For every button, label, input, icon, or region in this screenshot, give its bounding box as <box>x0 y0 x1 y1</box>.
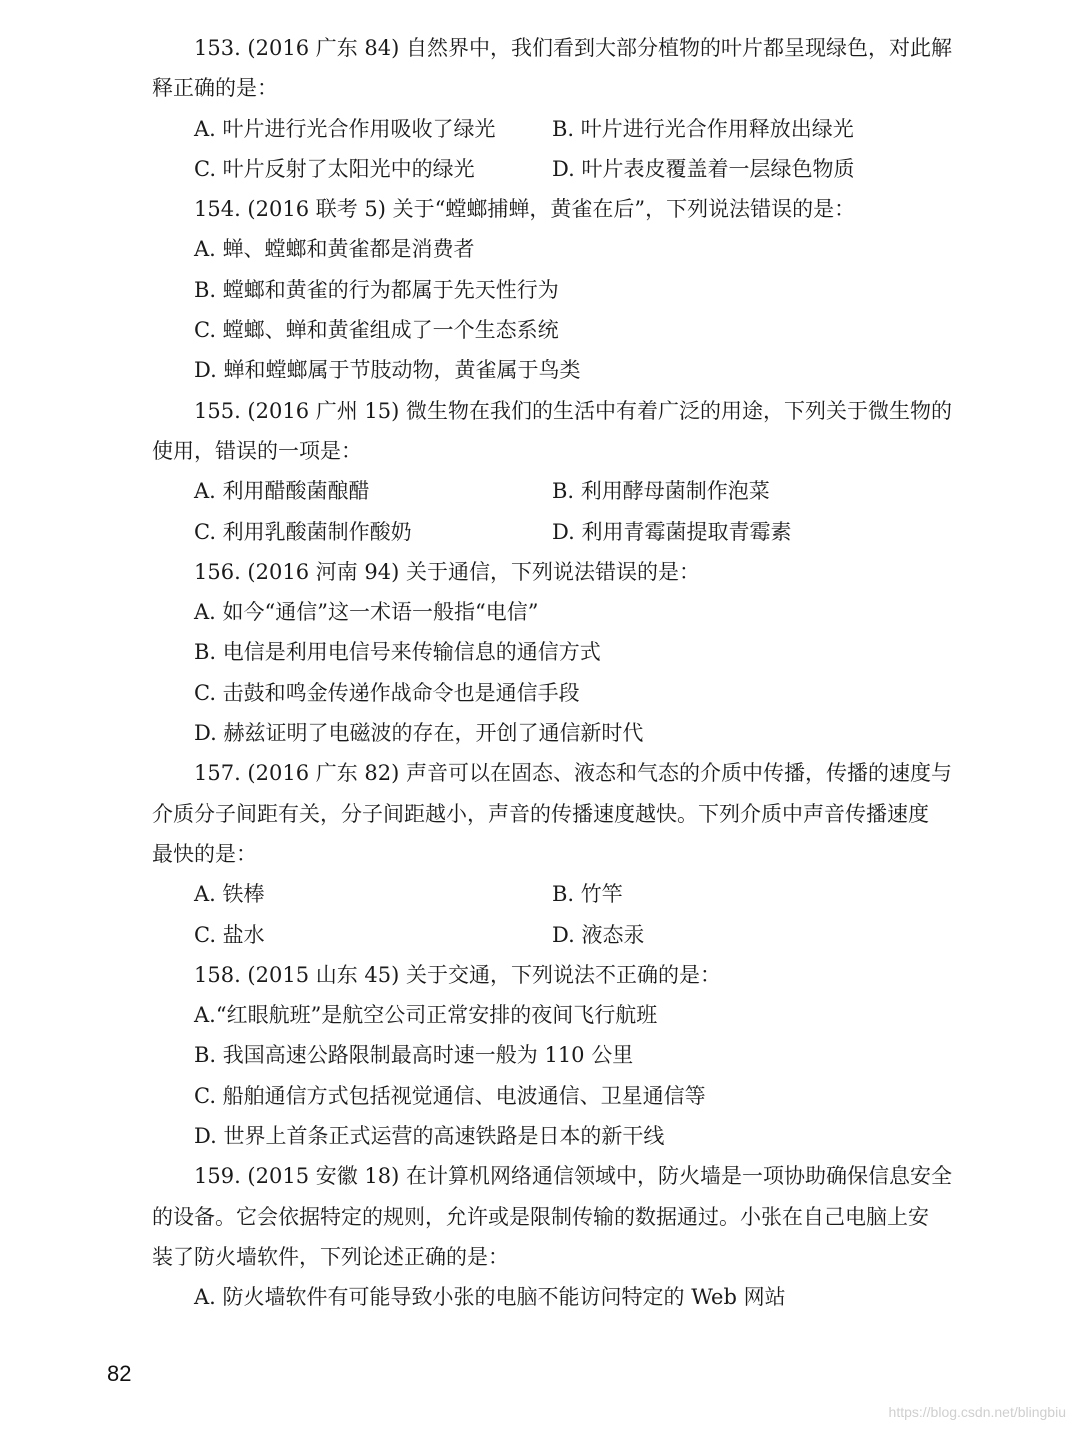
question-156-option-b: B. 电信是利用电信号来传输信息的通信方式 <box>194 640 601 665</box>
question-155-options-row-2 <box>152 512 972 552</box>
page-number: 82 <box>107 1361 132 1386</box>
question-154-stem: 154. (2016 联考 5) 关于“螳螂捕蝉，黄雀在后”，下列说法错误的是： <box>194 197 856 222</box>
question-155-option-b: B. 利用酵母菌制作泡菜 <box>552 479 770 504</box>
question-157-stem: 157. (2016 广东 82) 声音可以在固态、液态和气态的介质中传播，传播的速度与 <box>194 761 953 786</box>
watermark-url: https://blog.csdn.net/blingbiu <box>888 1404 1066 1420</box>
question-157-option-b: B. 竹竿 <box>552 882 623 907</box>
question-158-option-a: A.“红眼航班”是航空公司正常安排的夜间飞行航班 <box>194 1003 658 1028</box>
question-159-stem-cont-1: 的设备。它会依据特定的规则，允许或是限制传输的数据通过。小张在自己电脑上安 <box>152 1204 929 1229</box>
question-159-stem: 159. (2015 安徽 18) 在计算机网络通信领域中，防火墙是一项协助确保信息安全 <box>194 1164 953 1189</box>
question-159-option-a: A. 防火墙软件有可能导致小张的电脑不能访问特定的 Web 网站 <box>194 1285 786 1310</box>
question-158-option-b: B. 我国高速公路限制最高时速一般为 110 公里 <box>194 1043 634 1068</box>
question-155-stem: 155. (2016 广州 15) 微生物在我们的生活中有着广泛的用途，下列关于微生物的 <box>194 398 953 423</box>
question-156-option-d: D. 赫兹证明了电磁波的存在，开创了通信新时代 <box>194 721 644 746</box>
question-157-stem-cont-1: 介质分子间距有关，分子间距越小，声音的传播速度越快。下列介质中声音传播速度 <box>152 801 929 826</box>
question-155-options-row-1 <box>152 471 972 511</box>
question-153-options-row-1 <box>152 109 972 149</box>
question-156-option-c: C. 击鼓和鸣金传递作战命令也是通信手段 <box>194 680 580 705</box>
question-155-option-d: D. 利用青霉菌提取青霉素 <box>552 519 792 544</box>
question-154-option-a: A. 蝉、螳螂和黄雀都是消费者 <box>194 237 475 262</box>
document-body <box>152 28 972 1318</box>
question-153-options-row-2 <box>152 149 972 189</box>
question-153-stem-cont: 释正确的是： <box>152 76 278 101</box>
question-155-option-c: C. 利用乳酸菌制作酸奶 <box>194 519 412 544</box>
question-154-option-b: B. 螳螂和黄雀的行为都属于先天性行为 <box>194 277 559 302</box>
question-153-option-b: B. 叶片进行光合作用释放出绿光 <box>552 116 854 141</box>
question-159-stem-cont-2: 装了防火墙软件，下列论述正确的是： <box>152 1244 509 1269</box>
question-157-stem-cont-2: 最快的是： <box>152 841 257 866</box>
question-157-option-d: D. 液态汞 <box>552 922 645 947</box>
question-156-option-a: A. 如今“通信”这一术语一般指“电信” <box>194 600 539 625</box>
question-155-option-a: A. 利用醋酸菌酿醋 <box>194 479 370 504</box>
question-153-option-d: D. 叶片表皮覆盖着一层绿色物质 <box>552 156 855 181</box>
question-158-option-c: C. 船舶通信方式包括视觉通信、电波通信、卫星通信等 <box>194 1083 706 1108</box>
question-153-option-a: A. 叶片进行光合作用吸收了绿光 <box>194 116 496 141</box>
question-154-option-c: C. 螳螂、蝉和黄雀组成了一个生态系统 <box>194 318 559 343</box>
question-158-option-d: D. 世界上首条正式运营的高速铁路是日本的新干线 <box>194 1124 665 1149</box>
question-158-stem: 158. (2015 山东 45) 关于交通，下列说法不正确的是： <box>194 962 722 987</box>
question-153-stem: 153. (2016 广东 84) 自然界中，我们看到大部分植物的叶片都呈现绿色，对此解 <box>194 36 953 60</box>
question-157-options-row-1 <box>152 874 972 914</box>
question-157-option-c: C. 盐水 <box>194 922 265 947</box>
question-157-options-row-2 <box>152 915 972 955</box>
question-157-option-a: A. 铁棒 <box>194 882 265 907</box>
question-156-stem: 156. (2016 河南 94) 关于通信，下列说法错误的是： <box>194 559 701 584</box>
question-154-option-d: D. 蝉和螳螂属于节肢动物，黄雀属于鸟类 <box>194 358 581 383</box>
question-153-option-c: C. 叶片反射了太阳光中的绿光 <box>194 156 475 181</box>
question-155-stem-cont: 使用，错误的一项是： <box>152 438 362 463</box>
